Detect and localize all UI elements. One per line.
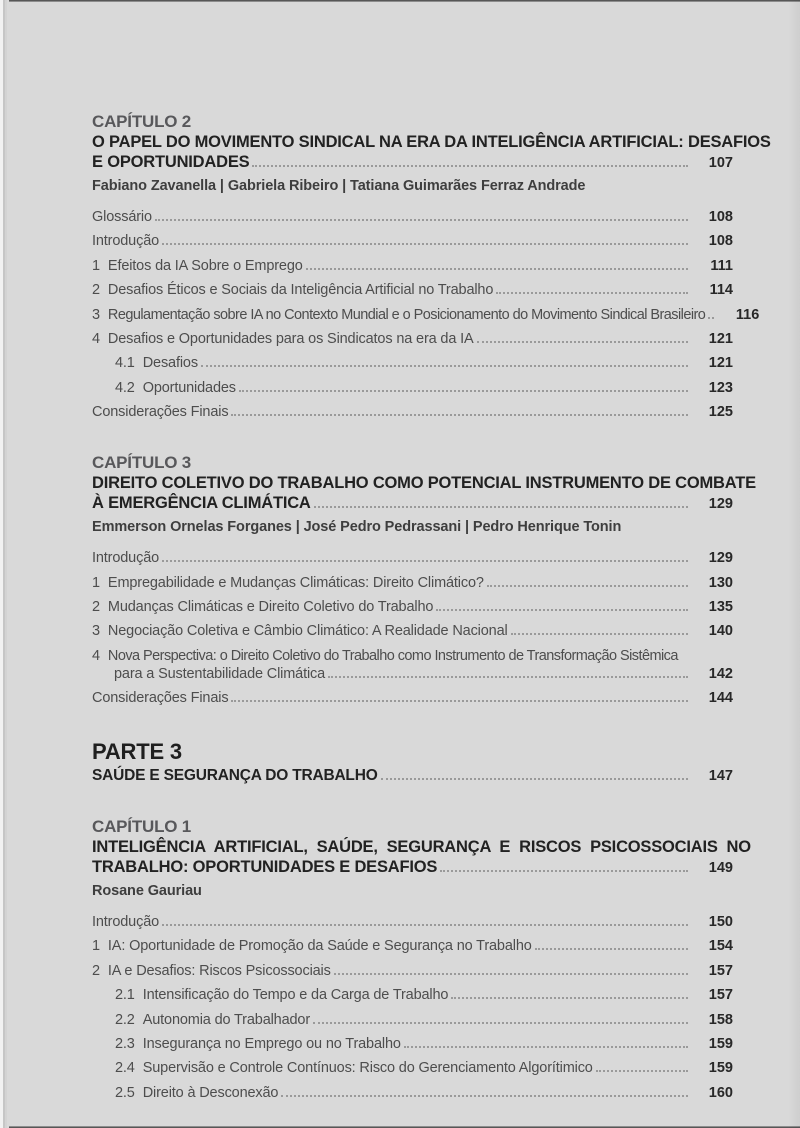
toc-entry [92,600,733,615]
chapter-page-number: 107 [708,155,733,171]
entry-page-number: 108 [708,233,733,250]
chapter-title-last: TRABALHO: OPORTUNIDADES E DESAFIOS [92,858,438,877]
dot-leader [306,264,688,270]
chapter-title-line: DIREITO COLETIVO DO TRABALHO COMO POTENCIAL INSTRUMENTO DE COMBATE [92,474,756,493]
toc-entry [92,1037,733,1052]
entry-text: Supervisão e Controle Contínuos: Risco do Gerenciamento Algorítimico [142,1060,593,1077]
chapter-label: CAPÍTULO 3 [92,453,192,473]
chapter-title-row [92,152,733,172]
entry-text: Intensificação do Tempo e da Carga de Trabalho [142,987,449,1004]
dot-leader [708,313,714,319]
part-title-row [92,768,733,784]
entry-page-number: 144 [708,690,733,707]
dot-leader [436,605,688,611]
entry-text: Desafios Éticos e Sociais da Inteligência Artificial no Trabalho [107,282,494,299]
toc-entry [92,381,733,396]
entry-page-number: 129 [708,550,733,567]
entry-number: 2.5 [115,1084,135,1101]
entry-text: Negociação Coletiva e Câmbio Climático: A Realidade Nacional [107,623,508,640]
dot-leader [231,410,688,416]
toc-entry [92,405,733,420]
toc-entry [92,988,733,1003]
chapter-label: CAPÍTULO 1 [92,817,192,837]
entry-number: 1 [92,938,100,955]
dot-leader [313,1018,688,1024]
toc-entry [92,964,733,979]
entry-text: Considerações Finais [92,690,229,707]
dot-leader [314,502,688,508]
entry-page-number: 121 [708,355,733,372]
scan-edge-left [0,0,9,1128]
entry-text: Glossário [92,209,152,225]
dot-leader [496,288,688,294]
chapter-page-number: 149 [708,860,733,877]
dot-leader [334,969,688,975]
toc-entry [92,624,733,639]
entry-page-number: 150 [708,914,733,931]
chapter-title-row [92,493,733,513]
section-capitulo-2 [92,112,771,421]
entry-number: 2 [92,598,100,615]
entry-page-number: 121 [708,330,733,347]
entry-page-number: 157 [708,987,733,1004]
toc-entry [92,1061,733,1076]
toc-entry [92,1013,733,1028]
entry-text: Nova Perspectiva: o Direito Coletivo do Trabalho como Instrumento de Transformação Sistêmica [107,647,678,664]
dot-leader [451,993,688,999]
entry-text: Insegurança no Emprego ou no Trabalho [142,1036,401,1053]
entry-number: 4 [92,330,100,347]
dot-leader [596,1066,688,1072]
entry-page-number: 130 [708,574,733,591]
entry-text: Empregabilidade e Mudanças Climáticas: Direito Climático? [107,574,484,591]
dot-leader [201,361,688,367]
toc-entry [92,649,733,664]
entry-text: Mudanças Climáticas e Direito Coletivo do Trabalho [107,598,434,615]
entry-number: 2.1 [115,987,135,1004]
toc-entry [92,234,733,249]
toc-entry [92,210,733,225]
chapter-page-number: 129 [708,496,733,513]
entry-text: IA e Desafios: Riscos Psicossociais [107,962,331,979]
dot-leader [487,581,688,587]
toc-entry [92,306,760,323]
chapter-title-row [92,857,733,877]
entry-page-number: 157 [708,962,733,979]
toc-entry [92,356,733,371]
entry-number: 2 [92,962,100,979]
entry-number: 4 [92,647,100,664]
entry-text: Introdução [92,550,160,567]
entry-number: 3 [92,306,100,323]
chapter-title-last: À EMERGÊNCIA CLIMÁTICA [92,494,311,513]
toc-page [92,112,771,1101]
dot-leader [281,1091,688,1097]
dot-leader [239,386,688,392]
entry-number: 2.4 [115,1060,135,1077]
entry-page-number: 154 [708,938,733,955]
entry-number: 1 [92,574,100,591]
entry-number: 2.3 [115,1036,135,1053]
entry-page-number: 140 [708,623,733,640]
part-label: PARTE 3 [92,739,182,765]
entry-text: Regulamentação sobre IA no Contexto Mundial e o Posicionamento do Movimento Sindical Brasileiro [107,306,706,323]
chapter-label: CAPÍTULO 2 [92,112,192,131]
entry-page-number: 142 [708,665,733,682]
toc-entry [92,259,733,274]
entry-text: Efeitos da IA Sobre o Emprego [107,257,303,274]
dot-leader [440,866,688,872]
entry-page-number: 135 [708,598,733,615]
entry-text: IA: Oportunidade de Promoção da Saúde e Segurança no Trabalho [107,938,532,955]
entry-page-number: 125 [708,404,733,421]
entry-text: Desafios e Oportunidades para os Sindicatos na era da IA [107,330,474,347]
entry-page-number: 111 [710,257,733,274]
dot-leader [252,161,688,167]
toc-entry [92,332,733,347]
entry-page-number: 159 [708,1036,733,1053]
dot-leader [162,239,688,245]
scan-edge-right [788,0,800,1128]
entry-page-number: 116 [735,306,760,323]
toc-entry [92,939,733,954]
entry-number: 2 [92,282,100,299]
entries-list [92,551,733,706]
dot-leader [231,696,688,702]
entry-page-number: 123 [708,379,733,396]
entry-number: 1 [92,257,100,274]
entry-page-number: 108 [708,209,733,225]
toc-entry [92,1086,733,1101]
toc-entry [92,576,733,591]
entry-text: Direito à Desconexão [142,1084,279,1101]
entry-number: 3 [92,623,100,640]
part-title: SAÚDE E SEGURANÇA DO TRABALHO [92,767,378,785]
part-page-number: 147 [708,768,733,785]
chapter-title-last: E OPORTUNIDADES [92,153,250,171]
entry-number: 4.2 [115,379,135,396]
dot-leader [477,337,688,343]
entry-text: Desafios [142,355,198,372]
authors-line: Emmerson Ornelas Forganes | José Pedro Pedrassani | Pedro Henrique Tonin [92,519,622,536]
authors-line: Rosane Gauriau [92,883,202,900]
section-parte-3 [92,739,733,784]
entry-text: Considerações Finais [92,404,229,421]
dot-leader [328,672,688,678]
dot-leader [404,1042,688,1048]
entry-page-number: 158 [708,1011,733,1028]
entry-page-number: 159 [708,1060,733,1077]
dot-leader [535,944,688,950]
authors-line: Fabiano Zavanella | Gabriela Ribeiro | Tatiana Guimarães Ferraz Andrade [92,178,586,194]
dot-leader [511,629,688,635]
entries-list [92,915,733,1101]
entry-text: Introdução [92,233,160,250]
toc-entry [92,915,733,930]
dot-leader [381,774,688,780]
chapter-title-line: O PAPEL DO MOVIMENTO SINDICAL NA ERA DA INTELIGÊNCIA ARTIFICIAL: DESAFIOS [92,133,771,151]
entry-page-number: 114 [709,282,733,299]
entry-text: Oportunidades [142,379,236,396]
chapter-title-line: INTELIGÊNCIA ARTIFICIAL, SAÚDE, SEGURANÇA E RISCOS PSICOSSOCIAIS NO [92,838,751,857]
entry-text: Autonomia do Trabalhador [142,1011,311,1028]
dot-leader [155,215,688,221]
entry-number: 2.2 [115,1011,135,1028]
toc-entry [92,691,733,706]
section-capitulo-1 [92,817,751,1101]
dot-leader [162,556,688,562]
dot-leader [162,920,688,926]
entries-list [92,209,760,421]
scan-edge-top [0,0,800,2]
section-capitulo-3 [92,453,756,707]
entry-text: para a Sustentabilidade Climática [114,665,326,682]
entry-number: 4.1 [115,355,135,372]
toc-entry [92,283,733,298]
toc-entry [92,551,733,566]
entry-text: Introdução [92,914,160,931]
entry-page-number: 160 [708,1084,733,1101]
toc-entry-continuation [92,667,733,682]
